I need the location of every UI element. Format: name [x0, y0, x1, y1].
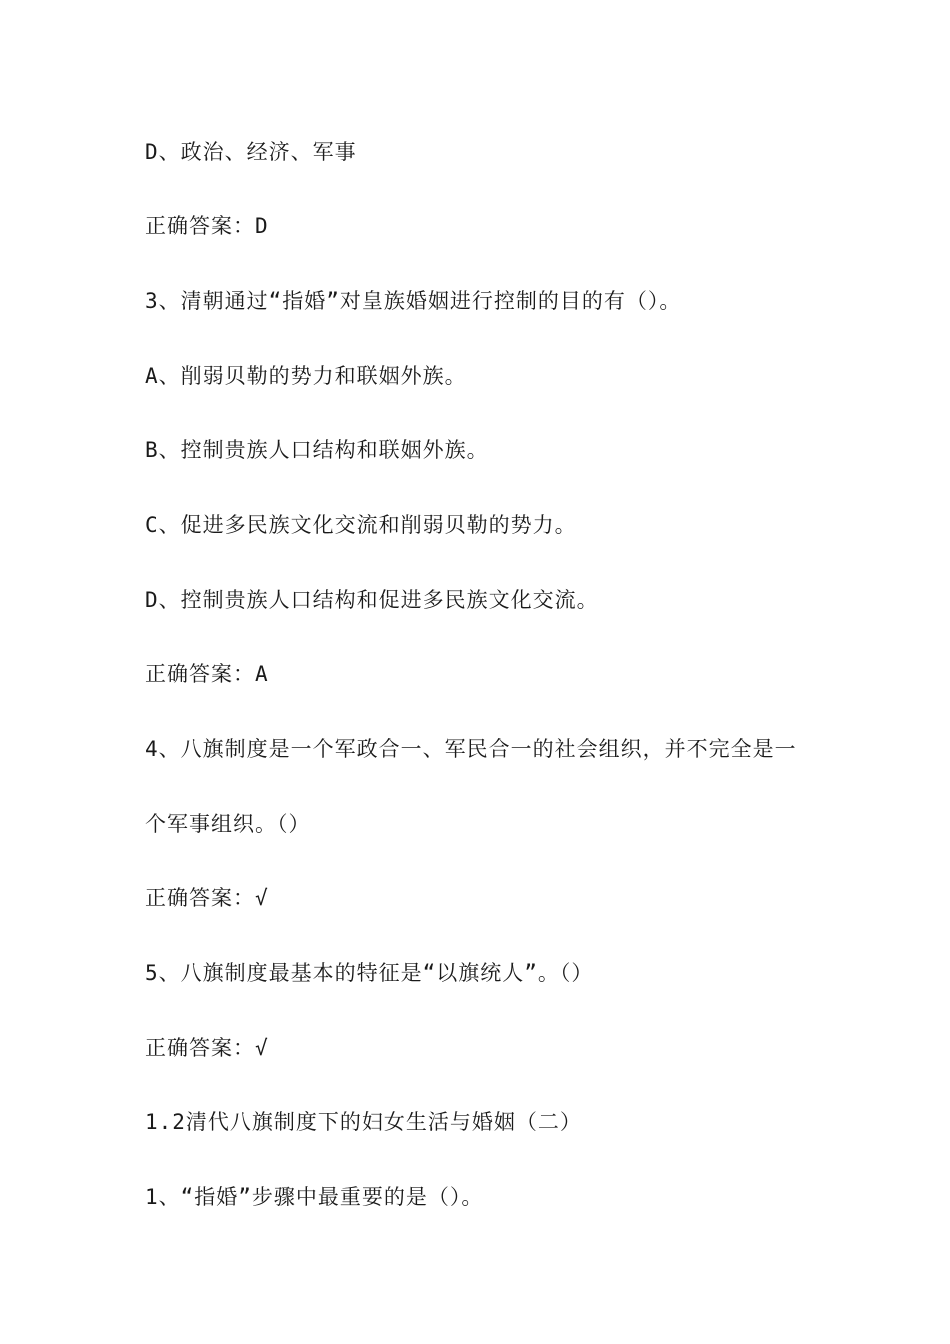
option-b-q3: B、控制贵族人口结构和联姻外族。	[145, 438, 489, 462]
option-d-q2: D、政治、经济、军事	[145, 140, 357, 164]
question-5: 5、八旗制度最基本的特征是“以旗统人”。（）	[145, 961, 594, 985]
question-3: 3、清朝通过“指婚”对皇族婚姻进行控制的目的有（）。	[145, 289, 682, 313]
question-4-line-2: 个军事组织。（）	[145, 812, 311, 836]
option-d-q3: D、控制贵族人口结构和促进多民族文化交流。	[145, 588, 599, 612]
question-1-section-2: 1、“指婚”步骤中最重要的是（）。	[145, 1185, 484, 1209]
answer-q5: 正确答案：√	[145, 1036, 269, 1060]
answer-q2: 正确答案：D	[145, 214, 269, 238]
question-4-line-1: 4、八旗制度是一个军政合一、军民合一的社会组织，并不完全是一	[145, 737, 797, 761]
option-c-q3: C、促进多民族文化交流和削弱贝勒的势力。	[145, 513, 577, 537]
section-heading: 1.2清代八旗制度下的妇女生活与婚姻（二）	[145, 1110, 582, 1134]
answer-q3: 正确答案：A	[145, 662, 269, 686]
answer-q4: 正确答案：√	[145, 886, 269, 910]
option-a-q3: A、削弱贝勒的势力和联姻外族。	[145, 364, 467, 388]
